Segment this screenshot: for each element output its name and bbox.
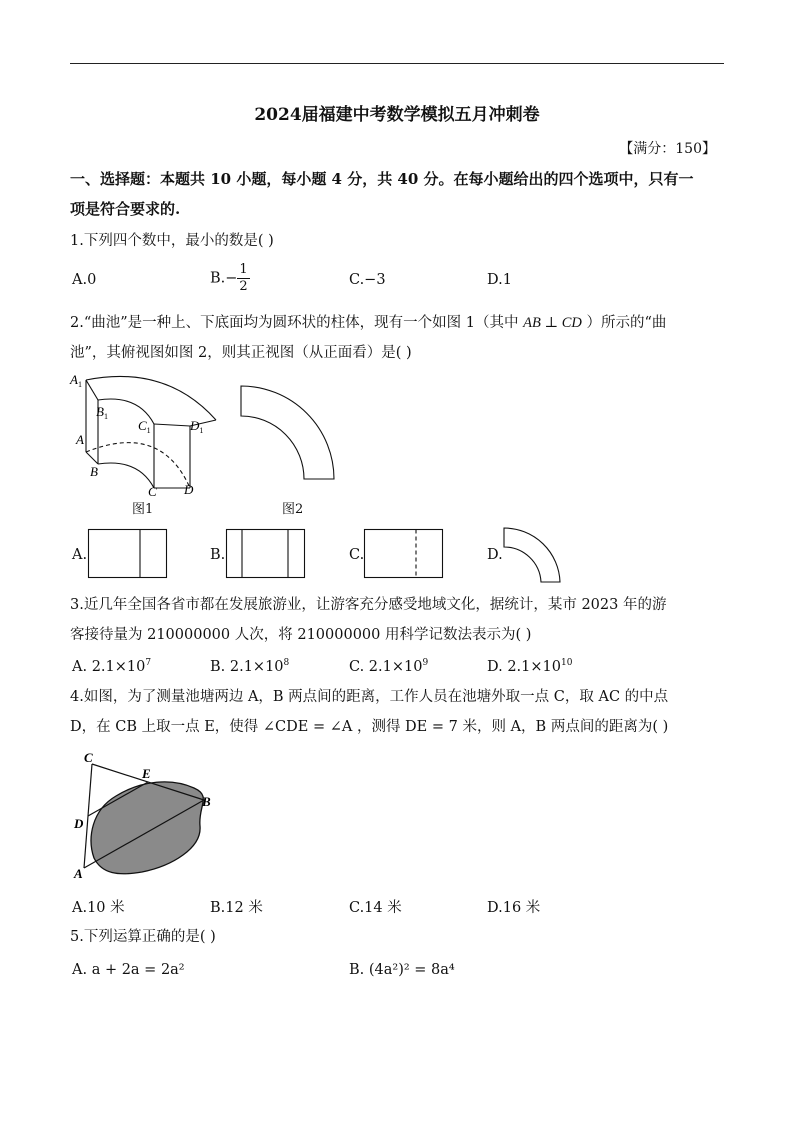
q2-figure-2 <box>238 384 338 484</box>
q3-option-c[interactable] <box>349 658 428 675</box>
q3-b-base: B. 2.1×10 <box>210 658 284 675</box>
q4-label-b: B <box>202 794 211 809</box>
q4-label-d: D <box>74 816 84 831</box>
section-heading <box>70 164 730 224</box>
fig1-label-d1: $D_1$ <box>190 418 204 435</box>
fig1-label-c1: $C_1$ <box>138 418 151 435</box>
q3-c-exponent: 9 <box>422 658 429 668</box>
q3-c-base: C. 2.1×10 <box>349 658 423 675</box>
q3-a-base: A. 2.1×10 <box>72 658 146 675</box>
fig1-hidden-arc <box>86 443 190 488</box>
fraction-denominator: 2 <box>239 279 248 294</box>
q4-label-e: E <box>142 766 151 781</box>
q2-line1 <box>70 308 730 338</box>
q1-option-b-fraction <box>237 262 249 295</box>
q2-option-a-figure[interactable] <box>88 529 168 579</box>
q4-option-d[interactable]: D.16 米 <box>487 900 541 916</box>
fig1-label-c: C <box>148 484 157 499</box>
q2-option-d-figure[interactable] <box>503 527 563 587</box>
q5-option-a[interactable]: A. a + 2a = 2a² <box>72 962 185 978</box>
q2-line1-text: 2.“曲池”是一种上、下底面均为圆环状的柱体，现有一个如图 1（其中 <box>70 315 524 331</box>
q1-option-b[interactable] <box>210 262 250 295</box>
section-heading-line1: 一、选择题：本题共 10 小题，每小题 4 分，共 40 分。在每小题给出的四个选项中，只有一 <box>70 170 694 188</box>
q5-option-b[interactable]: B. (4a²)² = 8a⁴ <box>349 962 455 978</box>
fig1-label-a1: $A_1$ <box>70 372 82 389</box>
fig1-inner-bottom-arc <box>98 463 154 488</box>
q4-label-c: C <box>84 750 93 765</box>
q1-option-b-prefix: B.− <box>210 270 238 287</box>
q3-option-d[interactable] <box>487 658 572 675</box>
pond-shape <box>91 782 203 874</box>
q2-line2: 池”，其俯视图如图 2，则其正视图（从正面看）是( ) <box>70 345 412 361</box>
q3-a-exponent: 7 <box>145 658 152 668</box>
q1-option-a[interactable]: A.0 <box>72 272 97 288</box>
q4-option-a[interactable]: A.10 米 <box>72 900 125 916</box>
q3-b-exponent: 8 <box>283 658 290 668</box>
q4-option-c[interactable]: C.14 米 <box>349 900 402 916</box>
fig1-caption: 图1 <box>132 502 154 517</box>
q4-line2: D，在 CB 上取一点 E，使得 ∠CDE = ∠A ，测得 DE = 7 米，则 A，B 两点间的距离为( ) <box>70 719 669 735</box>
top-rule <box>70 63 724 64</box>
q4-label-a: A <box>74 866 83 881</box>
section-heading-line2: 项是符合要求的. <box>70 200 181 218</box>
full-score: 【满分：150】 <box>619 141 716 157</box>
q2-option-a[interactable]: A. <box>72 547 88 563</box>
fig1-label-b1: $B_1$ <box>96 404 108 421</box>
question-4-stem <box>70 682 730 742</box>
fig2-caption: 图2 <box>282 502 304 517</box>
question-2-stem <box>70 308 730 368</box>
q2-option-b-figure[interactable] <box>226 529 306 579</box>
q2-option-c-figure[interactable] <box>364 529 444 579</box>
question-1-stem: 1.下列四个数中，最小的数是( ) <box>70 233 274 249</box>
q2-line1-text-end: ）所示的“曲 <box>581 315 667 331</box>
q3-option-b[interactable] <box>210 658 289 675</box>
q3-d-base: D. 2.1×10 <box>487 658 561 675</box>
page-title: 2024届福建中考数学模拟五月冲刺卷 <box>254 105 540 125</box>
fraction-numerator: 1 <box>239 262 248 277</box>
q1-option-c[interactable]: C.−3 <box>349 272 386 288</box>
q2-option-d[interactable]: D. <box>487 547 503 563</box>
q3-option-a[interactable] <box>72 658 151 675</box>
q1-option-d[interactable]: D.1 <box>487 272 512 288</box>
q2-option-c[interactable]: C. <box>349 547 365 563</box>
question-3-stem <box>70 590 730 650</box>
q2-figure-1 <box>66 372 216 502</box>
q3-d-exponent: 10 <box>561 658 573 668</box>
fig1-label-a: A <box>76 432 84 447</box>
q2-option-b[interactable]: B. <box>210 547 226 563</box>
question-5-stem: 5.下列运算正确的是( ) <box>70 929 216 945</box>
q3-line1: 3.近几年全国各省市都在发展旅游业，让游客充分感受地域文化，据统计，某市 2023 年的游 <box>70 597 667 613</box>
q2-line1-math: AB ⊥ CD <box>523 315 582 331</box>
fig2-ring-sector <box>241 386 334 479</box>
fig1-label-d: D <box>184 482 194 497</box>
q4-pond-figure <box>72 748 222 880</box>
q4-line1: 4.如图，为了测量池塘两边 A，B 两点间的距离，工作人员在池塘外取一点 C，取 AC 的中点 <box>70 689 669 705</box>
fig1-label-b: B <box>90 464 98 479</box>
q3-line2: 客接待量为 210000000 人次，将 210000000 用科学记数法表示为( ) <box>70 627 532 643</box>
q4-option-b[interactable]: B.12 米 <box>210 900 263 916</box>
